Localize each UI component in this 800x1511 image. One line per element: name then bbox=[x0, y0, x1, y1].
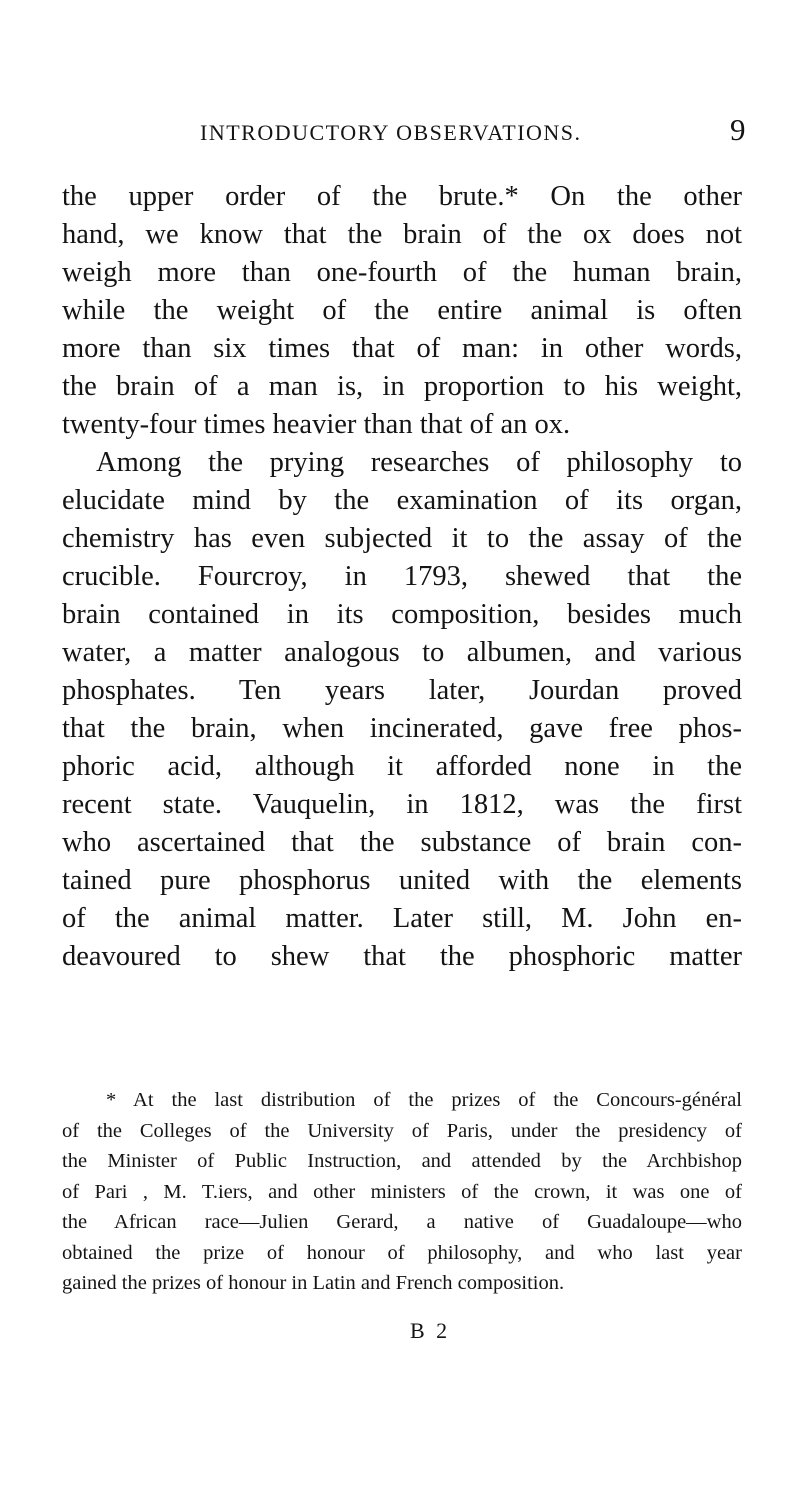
body-line: the brain of a man is, in proportion to his weight, bbox=[62, 371, 742, 402]
body-line: deavoured to shew that the phosphoric matter bbox=[62, 941, 742, 972]
page-number: 9 bbox=[730, 112, 746, 147]
body-text bbox=[62, 178, 742, 976]
body-line: elucidate mind by the examination of its organ, bbox=[62, 485, 742, 516]
footnote-line: * At the last distribution of the prizes of the Concours-général bbox=[106, 1089, 742, 1111]
footnote-line: the African race—Julien Gerard, a native of Guadaloupe—who bbox=[62, 1211, 742, 1233]
body-line: that the brain, when incinerated, gave free phos- bbox=[62, 713, 742, 744]
body-line: the upper order of the brute.* On the other bbox=[62, 181, 742, 212]
body-line: twenty-four times heavier than that of an ox. bbox=[62, 409, 571, 440]
body-line: crucible. Fourcroy, in 1793, shewed that the bbox=[62, 561, 742, 592]
body-line: who ascertained that the substance of brain con- bbox=[62, 827, 742, 858]
footnote-line: obtained the prize of honour of philosophy, and who last year bbox=[62, 1241, 742, 1264]
running-title: INTRODUCTORY OBSERVATIONS. bbox=[200, 120, 582, 145]
signature-mark: B 2 bbox=[410, 1318, 451, 1343]
body-line: brain contained in its composition, besides much bbox=[62, 599, 742, 630]
body-line: of the animal matter. Later still, M. John en- bbox=[62, 903, 742, 934]
body-line: phoric acid, although it afforded none in the bbox=[62, 751, 742, 782]
running-head bbox=[0, 112, 800, 152]
body-line: chemistry has even subjected it to the assay of the bbox=[62, 523, 742, 554]
body-line: recent state. Vauquelin, in 1812, was the first bbox=[62, 789, 742, 820]
footnote-line: gained the prizes of honour in Latin and French composition. bbox=[62, 1272, 565, 1294]
body-line: more than six times that of man: in other words, bbox=[62, 333, 742, 364]
footnote-line: of Pari , M. T.iers, and other ministers of the crown, it was one of bbox=[62, 1180, 742, 1203]
body-line: tained pure phosphorus united with the elements bbox=[62, 865, 742, 896]
body-line: water, a matter analogous to albumen, and various bbox=[62, 637, 742, 668]
body-line: hand, we know that the brain of the ox does not bbox=[62, 219, 742, 250]
footnote bbox=[62, 1085, 742, 1299]
footnote-line: of the Colleges of the University of Paris, under the presidency of bbox=[62, 1119, 742, 1142]
body-line: weigh more than one-fourth of the human brain, bbox=[62, 257, 742, 288]
body-line: phosphates. Ten years later, Jourdan proved bbox=[62, 675, 742, 706]
body-line: while the weight of the entire animal is often bbox=[62, 295, 742, 326]
footnote-line: the Minister of Public Instruction, and attended by the Archbishop bbox=[62, 1150, 742, 1172]
body-line: Among the prying researches of philosophy to bbox=[96, 447, 742, 478]
